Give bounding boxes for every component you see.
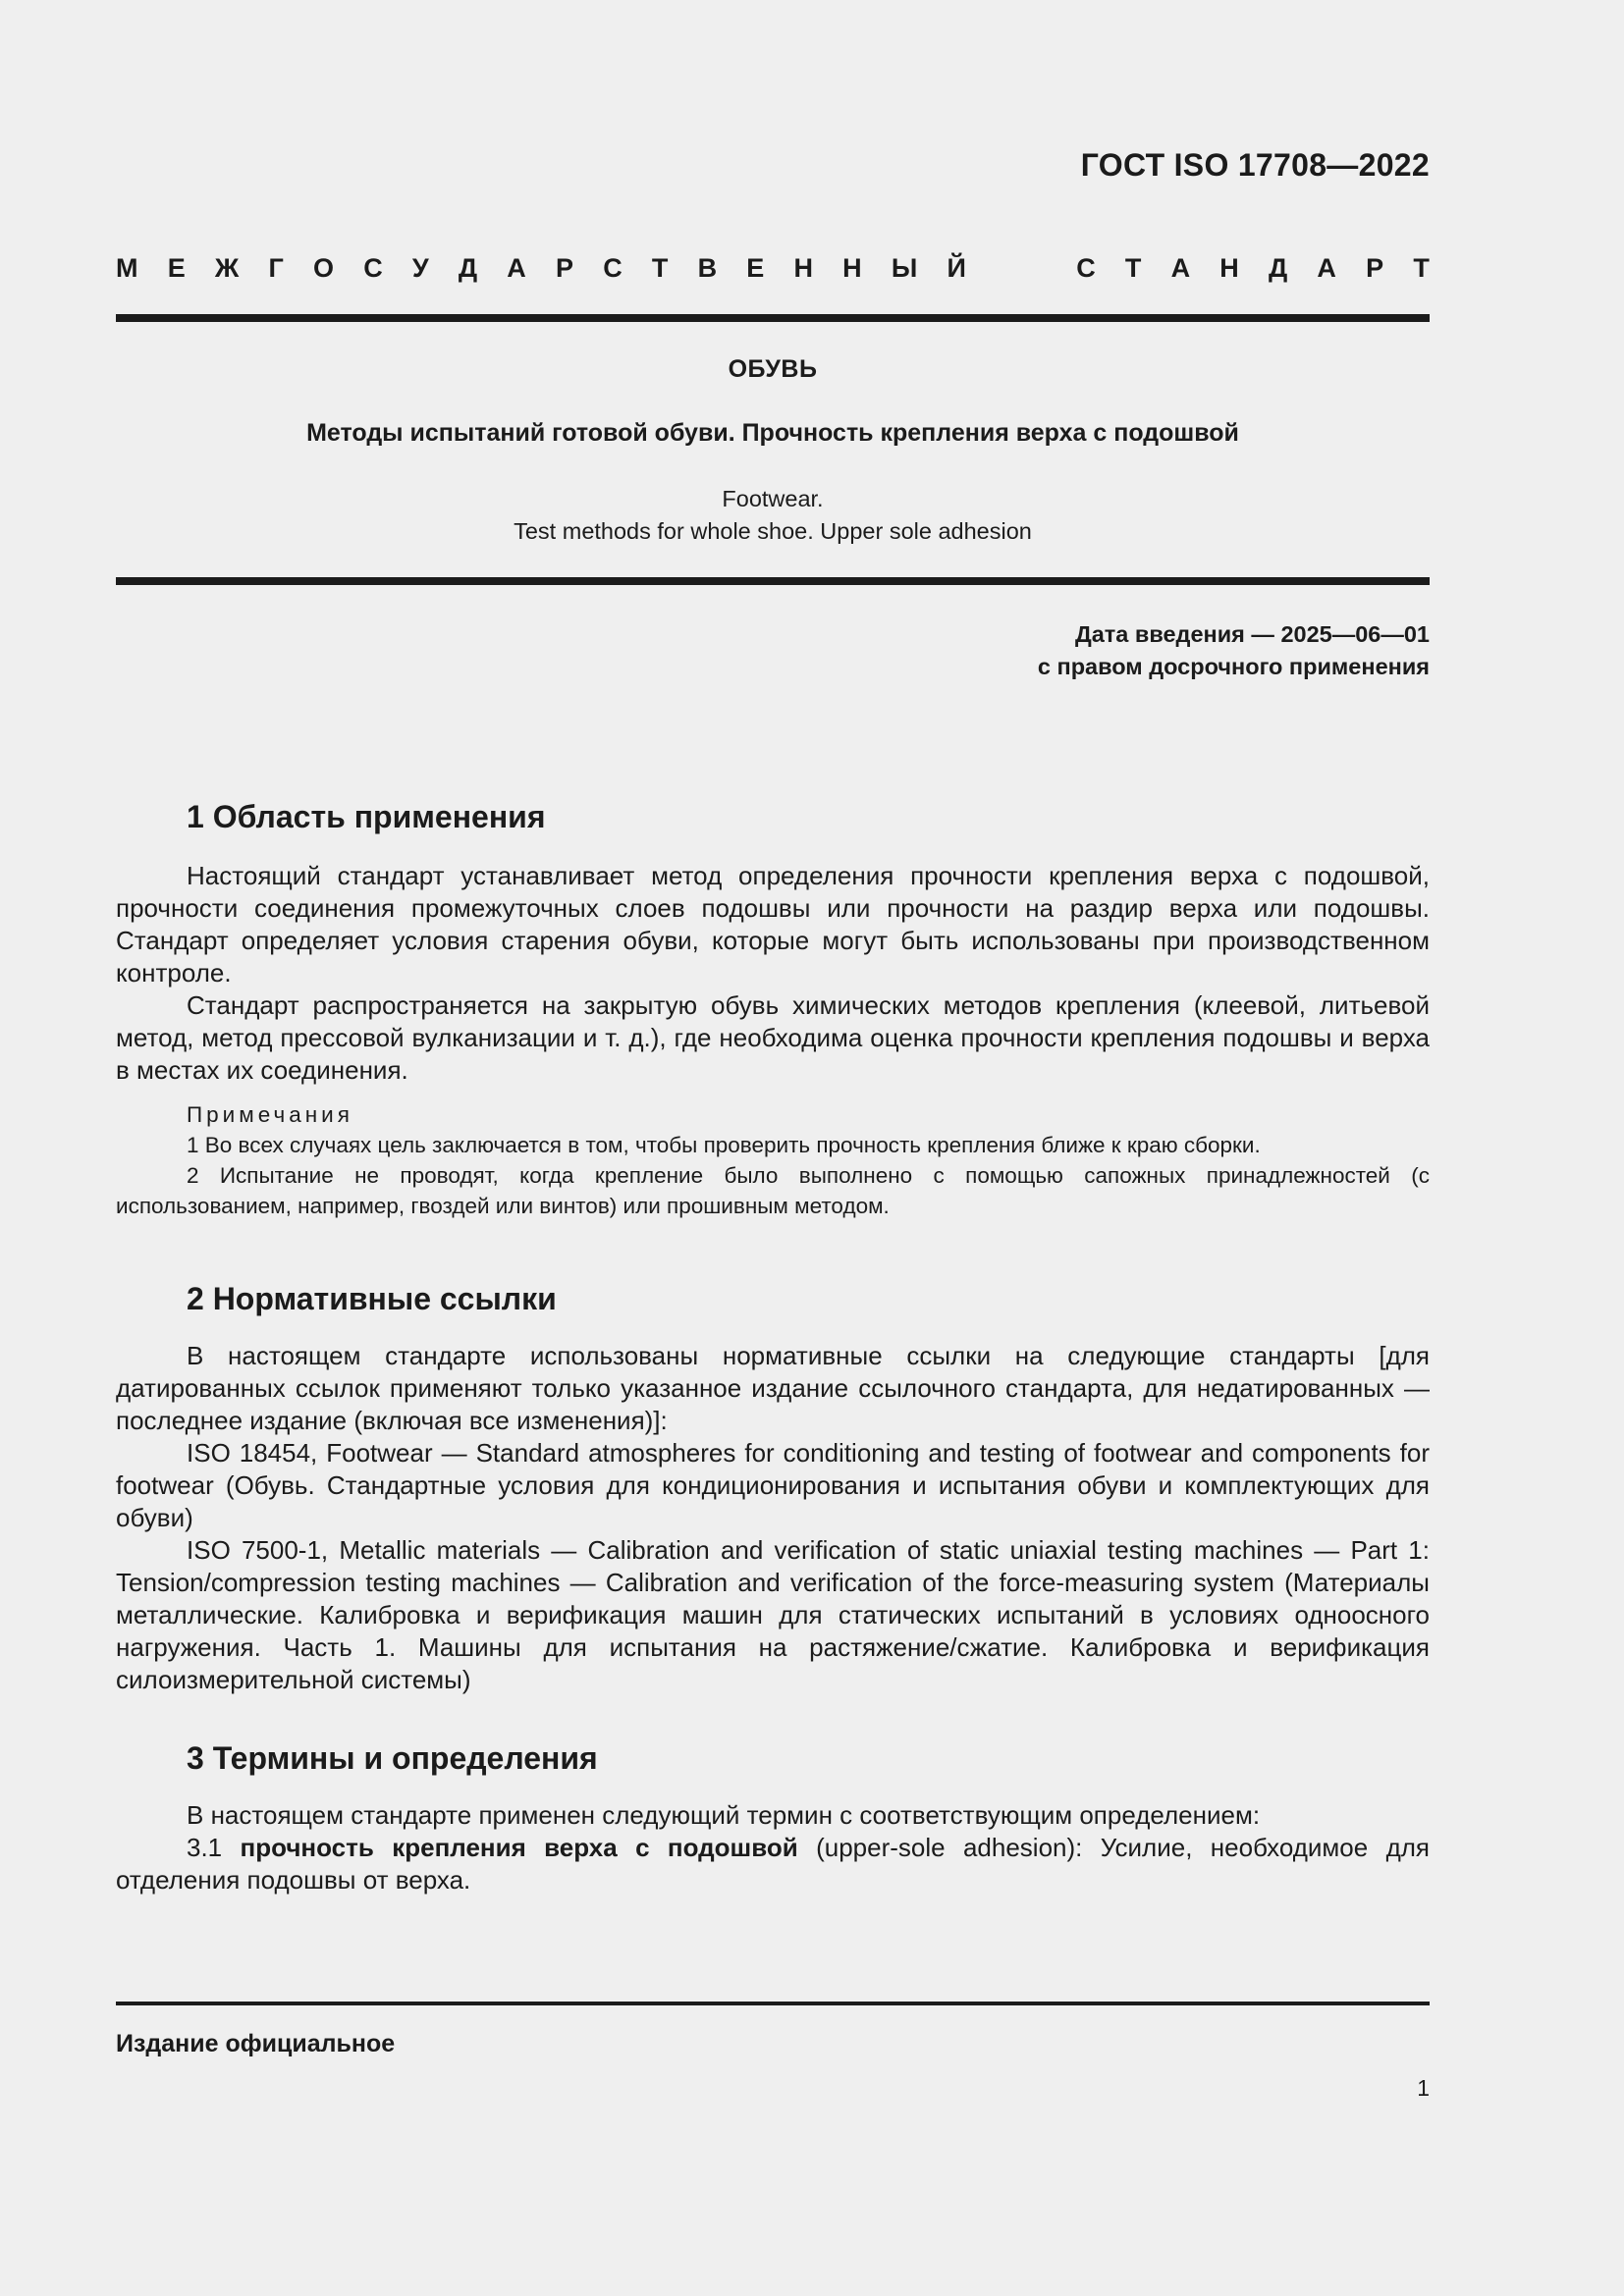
banner-letter: В [697, 253, 718, 283]
term-description: (upper-sole adhesion): Усилие, необходимое для отделения подошвы от верха. [116, 1833, 1430, 1895]
early-application-line: с правом досрочного применения [1037, 654, 1430, 679]
section-heading: 3 Термины и определения [187, 1740, 598, 1776]
banner-letter: Н [793, 253, 813, 283]
section-heading: 1 Область применения [187, 799, 546, 834]
section-heading: 2 Нормативные ссылки [187, 1281, 557, 1316]
title-english-line1: Footwear. [722, 486, 824, 511]
section-normative-references [116, 1279, 1430, 1696]
banner-word-gap [996, 253, 1047, 284]
banner-letter: У [411, 253, 429, 283]
section-scope [116, 797, 1430, 1221]
introduction-date [1038, 618, 1430, 683]
paragraph: Стандарт распространяется на закрытую обувь химических методов крепления (клеевой, литьевой метод, метод прессовой вулканизации и т. д.), где необходима оценка прочности крепления подошвы и верха в местах их соединения. [116, 990, 1430, 1085]
banner-letter: Р [555, 253, 573, 283]
section-terms [116, 1738, 1430, 1896]
introduction-date-line: Дата введения — 2025—06—01 [1074, 621, 1430, 647]
banner-letter: А [1317, 253, 1336, 283]
title-english [116, 483, 1430, 548]
banner-letter: С [603, 253, 623, 283]
banner-letter: Н [1219, 253, 1239, 283]
banner-letter: А [507, 253, 526, 283]
paragraph: Настоящий стандарт устанавливает метод определения прочности крепления верха с подошвой, прочности соединения промежуточных слоев подошвы или прочности на раздир верха или подошвы. Стандарт определяет условия старения обуви, которые могут быть использованы при производственном контроле. [116, 861, 1430, 988]
reference-item: ISO 18454, Footwear — Standard atmospheres for conditioning and testing of footwear and components for footwear (Обувь. Стандартные условия для кондиционирования и испытания обуви и комплектующих для обуви) [116, 1438, 1430, 1532]
banner-letter: Т [1413, 253, 1430, 283]
term-definition [116, 1832, 1430, 1896]
banner-letter: Т [1124, 253, 1142, 283]
banner-letter: Ы [891, 253, 918, 283]
note: 1 Во всех случаях цель заключается в том, чтобы проверить прочность крепления ближе к краю сборки. [187, 1133, 1261, 1157]
banner-letter: Т [651, 253, 669, 283]
paragraph: В настоящем стандарте использованы нормативные ссылки на следующие стандарты [для датированных ссылок применяют только указанное издание ссылочного стандарта, для недатированных — последнее издание (включая все изменения)]: [116, 1341, 1430, 1435]
banner-letter: Г [268, 253, 284, 283]
footer-rule [116, 2002, 1430, 2005]
title-subtitle: Методы испытаний готовой обуви. Прочность крепления верха с подошвой [306, 419, 1239, 447]
interstate-standard-banner [116, 253, 1430, 284]
banner-letter: Е [167, 253, 186, 283]
term-name: прочность крепления верха с подошвой [240, 1833, 798, 1862]
banner-letter: Д [458, 253, 478, 283]
banner-letter: Р [1366, 253, 1384, 283]
top-rule [116, 314, 1430, 322]
reference-item: ISO 7500-1, Metallic materials — Calibration and verification of static uniaxial testing machines — Part 1: Tension/compression testing machines — Calibration and verification of the force-measuring system (Материалы металлические. Калибровка и верификация машин для статических испытаний в условиях одноосного нагружения. Часть 1. Машины для испытания на растяжение/сжатие. Калибровка и верификация силоизмерительной системы) [116, 1535, 1430, 1694]
banner-letter: А [1170, 253, 1191, 283]
banner-letter: С [363, 253, 383, 283]
middle-rule [116, 577, 1430, 585]
paragraph: В настоящем стандарте применен следующий термин с соответствующим определением: [187, 1800, 1261, 1830]
notes-heading: Примечания [187, 1102, 353, 1127]
banner-letter: С [1076, 253, 1096, 283]
banner-letter: М [116, 253, 138, 283]
official-edition-label: Издание официальное [116, 2030, 396, 2057]
note: 2 Испытание не проводят, когда крепление было выполнено с помощью сапожных принадлежностей (с использованием, например, гвоздей или винтов) или прошивным методом. [116, 1163, 1430, 1218]
title-main: ОБУВЬ [728, 355, 818, 383]
banner-letter: Е [746, 253, 765, 283]
banner-letter: Н [842, 253, 862, 283]
banner-letter: Й [947, 253, 966, 283]
document-code: ГОСТ ISO 17708—2022 [1080, 147, 1430, 183]
banner-letter: Ж [214, 253, 240, 283]
term-number: 3.1 [187, 1833, 241, 1862]
title-english-line2: Test methods for whole shoe. Upper sole adhesion [514, 518, 1032, 544]
banner-letter: Д [1268, 253, 1288, 283]
page-number: 1 [1417, 2075, 1430, 2101]
banner-letter: О [312, 253, 334, 283]
